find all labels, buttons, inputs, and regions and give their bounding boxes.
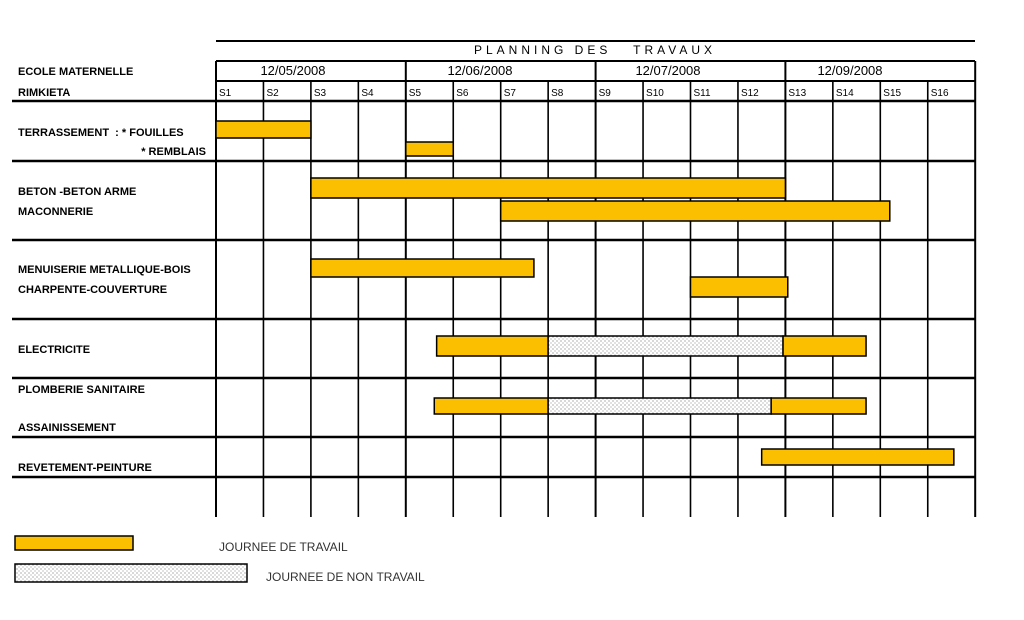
week-label-s9: S9 [598, 88, 611, 99]
project-name-line1: ECOLE MATERNELLE [18, 66, 134, 78]
week-label-s6: S6 [456, 88, 469, 99]
task-label-maconnerie: MACONNERIE [18, 206, 94, 218]
task-label-assainissement: ASSAINISSEMENT [18, 422, 116, 434]
week-label-s13: S13 [788, 88, 807, 99]
bar-beton [311, 178, 786, 198]
month-label-2: 12/06/2008 [447, 63, 513, 78]
month-label-3: 12/07/2008 [635, 63, 701, 78]
week-label-s5: S5 [408, 88, 422, 99]
legend-off-swatch [15, 564, 247, 582]
task-label-menuiserie: MENUISERIE METALLIQUE-BOIS [18, 264, 191, 276]
bar-electricite-1 [437, 336, 549, 356]
legend-off-label: JOURNEE DE NON TRAVAIL [266, 570, 425, 584]
week-label-s16: S16 [930, 88, 949, 99]
week-label-s11: S11 [693, 88, 711, 99]
week-label-s15: S15 [883, 88, 902, 99]
bar-remblais [406, 142, 453, 156]
bar-charpente [691, 277, 788, 297]
month-label-4: 12/09/2008 [817, 63, 883, 78]
bar-maconnerie [501, 201, 890, 221]
bar-fouilles [216, 121, 311, 138]
week-label-s7: S7 [503, 88, 516, 99]
week-label-s4: S4 [361, 88, 374, 99]
bar-electricite-off [548, 336, 783, 356]
task-label-beton: BETON -BETON ARME [18, 186, 137, 198]
week-label-s8: S8 [551, 88, 564, 99]
week-label-s3: S3 [313, 88, 327, 99]
project-name-line2: RIMKIETA [18, 87, 71, 99]
task-label-terrassement: TERRASSEMENT : * FOUILLES [18, 127, 184, 139]
chart-title: PLANNING DES TRAVAUX [473, 43, 717, 57]
week-label-s14: S14 [835, 88, 854, 99]
month-label-1: 12/05/2008 [260, 63, 326, 78]
week-label-s12: S12 [740, 88, 759, 99]
task-label-revetement: REVETEMENT-PEINTURE [18, 462, 152, 474]
week-label-s10: S10 [646, 88, 664, 99]
week-label-s1: S1 [219, 88, 232, 99]
legend-work-label: JOURNEE DE TRAVAIL [219, 540, 348, 554]
bar-menuiserie [311, 259, 534, 277]
legend-work-swatch [15, 536, 133, 550]
bar-plomberie-1 [434, 398, 548, 414]
bar-plomberie-2 [771, 398, 866, 414]
gantt-bars [216, 121, 954, 465]
task-label-electricite: ELECTRICITE [18, 344, 91, 356]
bar-electricite-2 [783, 336, 866, 356]
task-label-remblais: * REMBLAIS [141, 146, 206, 158]
week-labels [219, 88, 949, 99]
bar-plomberie-off [548, 398, 771, 414]
week-label-s2: S2 [266, 88, 279, 99]
task-label-plomberie: PLOMBERIE SANITAIRE [18, 384, 145, 396]
task-label-charpente: CHARPENTE-COUVERTURE [18, 284, 168, 296]
bar-revetement [762, 449, 954, 465]
chart-grid [12, 41, 975, 517]
